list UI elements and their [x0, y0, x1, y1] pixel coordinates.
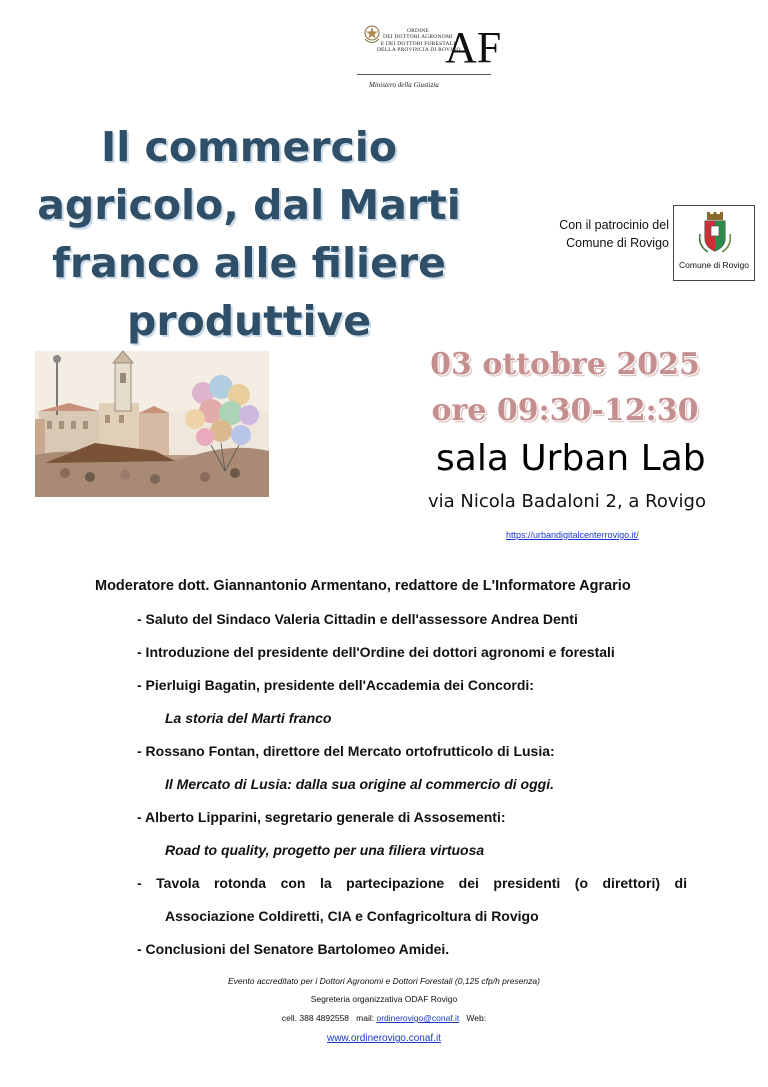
- talk-title: La storia del Marti franco: [165, 710, 332, 726]
- ministry-label: Ministero della Giustizia: [369, 81, 439, 89]
- event-time: ore 09:30-12:30: [431, 393, 699, 428]
- program-item: - Tavola rotonda con la partecipazione dei presidenti (o direttori) di: [137, 875, 687, 891]
- event-address: via Nicola Badaloni 2, a Rovigo: [428, 491, 706, 512]
- program-item: - Rossano Fontan, direttore del Mercato ortofrutticolo di Lusia:: [137, 743, 555, 759]
- order-logo: [357, 20, 502, 92]
- order-website-link[interactable]: www.ordinerovigo.conaf.it: [327, 1033, 441, 1044]
- comune-rovigo-logo: [673, 205, 755, 281]
- mail-label: mail:: [356, 1013, 375, 1023]
- market-painting: [35, 351, 269, 497]
- moderator-line: Moderatore dott. Giannantonio Armentano, redattore de L'Informatore Agrario: [95, 578, 631, 594]
- program-item: - Pierluigi Bagatin, presidente dell'Accademia dei Concordi:: [137, 677, 534, 693]
- title-line: franco alle filiere: [52, 239, 446, 287]
- order-name: ORDINE DEI DOTTORI AGRONOMI E DEI DOTTORI FORESTALI DELLA PROVINCIA DI ROVIGO: [377, 28, 461, 54]
- rovigo-crest-icon: [696, 212, 734, 256]
- web-label: Web:: [466, 1013, 487, 1023]
- title-line: produttive: [126, 297, 372, 345]
- accreditation-note: Evento accreditato per i Dottori Agronomi e Dottori Forestali (0,125 cfp/h presenza): [228, 976, 540, 986]
- event-venue: sala Urban Lab: [436, 438, 706, 479]
- venue-website-link[interactable]: https://urbandigitalcenterrovigo.it/: [506, 530, 639, 540]
- program-item-continuation: Associazione Coldiretti, CIA e Confagricoltura di Rovigo: [165, 908, 539, 924]
- talk-title: Il Mercato di Lusia: dalla sua origine al commercio di oggi.: [165, 776, 554, 792]
- patronage-text: Con il patrocinio del Comune di Rovigo: [559, 218, 669, 250]
- logo-divider: [357, 74, 491, 75]
- email-link[interactable]: ordinerovigo@conaf.it: [376, 1013, 460, 1023]
- comune-label: Comune di Rovigo: [679, 260, 749, 270]
- program-item: - Alberto Lipparini, segretario generale di Assosementi:: [137, 809, 506, 825]
- title-line: Il commercio: [100, 123, 398, 171]
- title-line: agricolo, dal Marti: [37, 181, 461, 229]
- program-item: - Introduzione del presidente dell'Ordine dei dottori agronomi e forestali: [137, 644, 615, 660]
- af-logo-mark: [443, 20, 502, 72]
- svg-text:AF: AF: [445, 23, 502, 72]
- event-title: [14, 118, 484, 350]
- program-item: - Saluto del Sindaco Valeria Cittadin e dell'assessore Andrea Denti: [137, 611, 578, 627]
- program-item: - Conclusioni del Senatore Bartolomeo Amidei.: [137, 941, 450, 957]
- secretariat-label: Segreteria organizzativa ODAF Rovigo: [310, 994, 458, 1004]
- event-date: 03 ottobre 2025: [430, 347, 700, 382]
- phone-number: cell. 388 4892558: [281, 1013, 350, 1023]
- contacts-line: [0, 1013, 768, 1023]
- talk-title: Road to quality, progetto per una filiera virtuosa: [165, 842, 485, 858]
